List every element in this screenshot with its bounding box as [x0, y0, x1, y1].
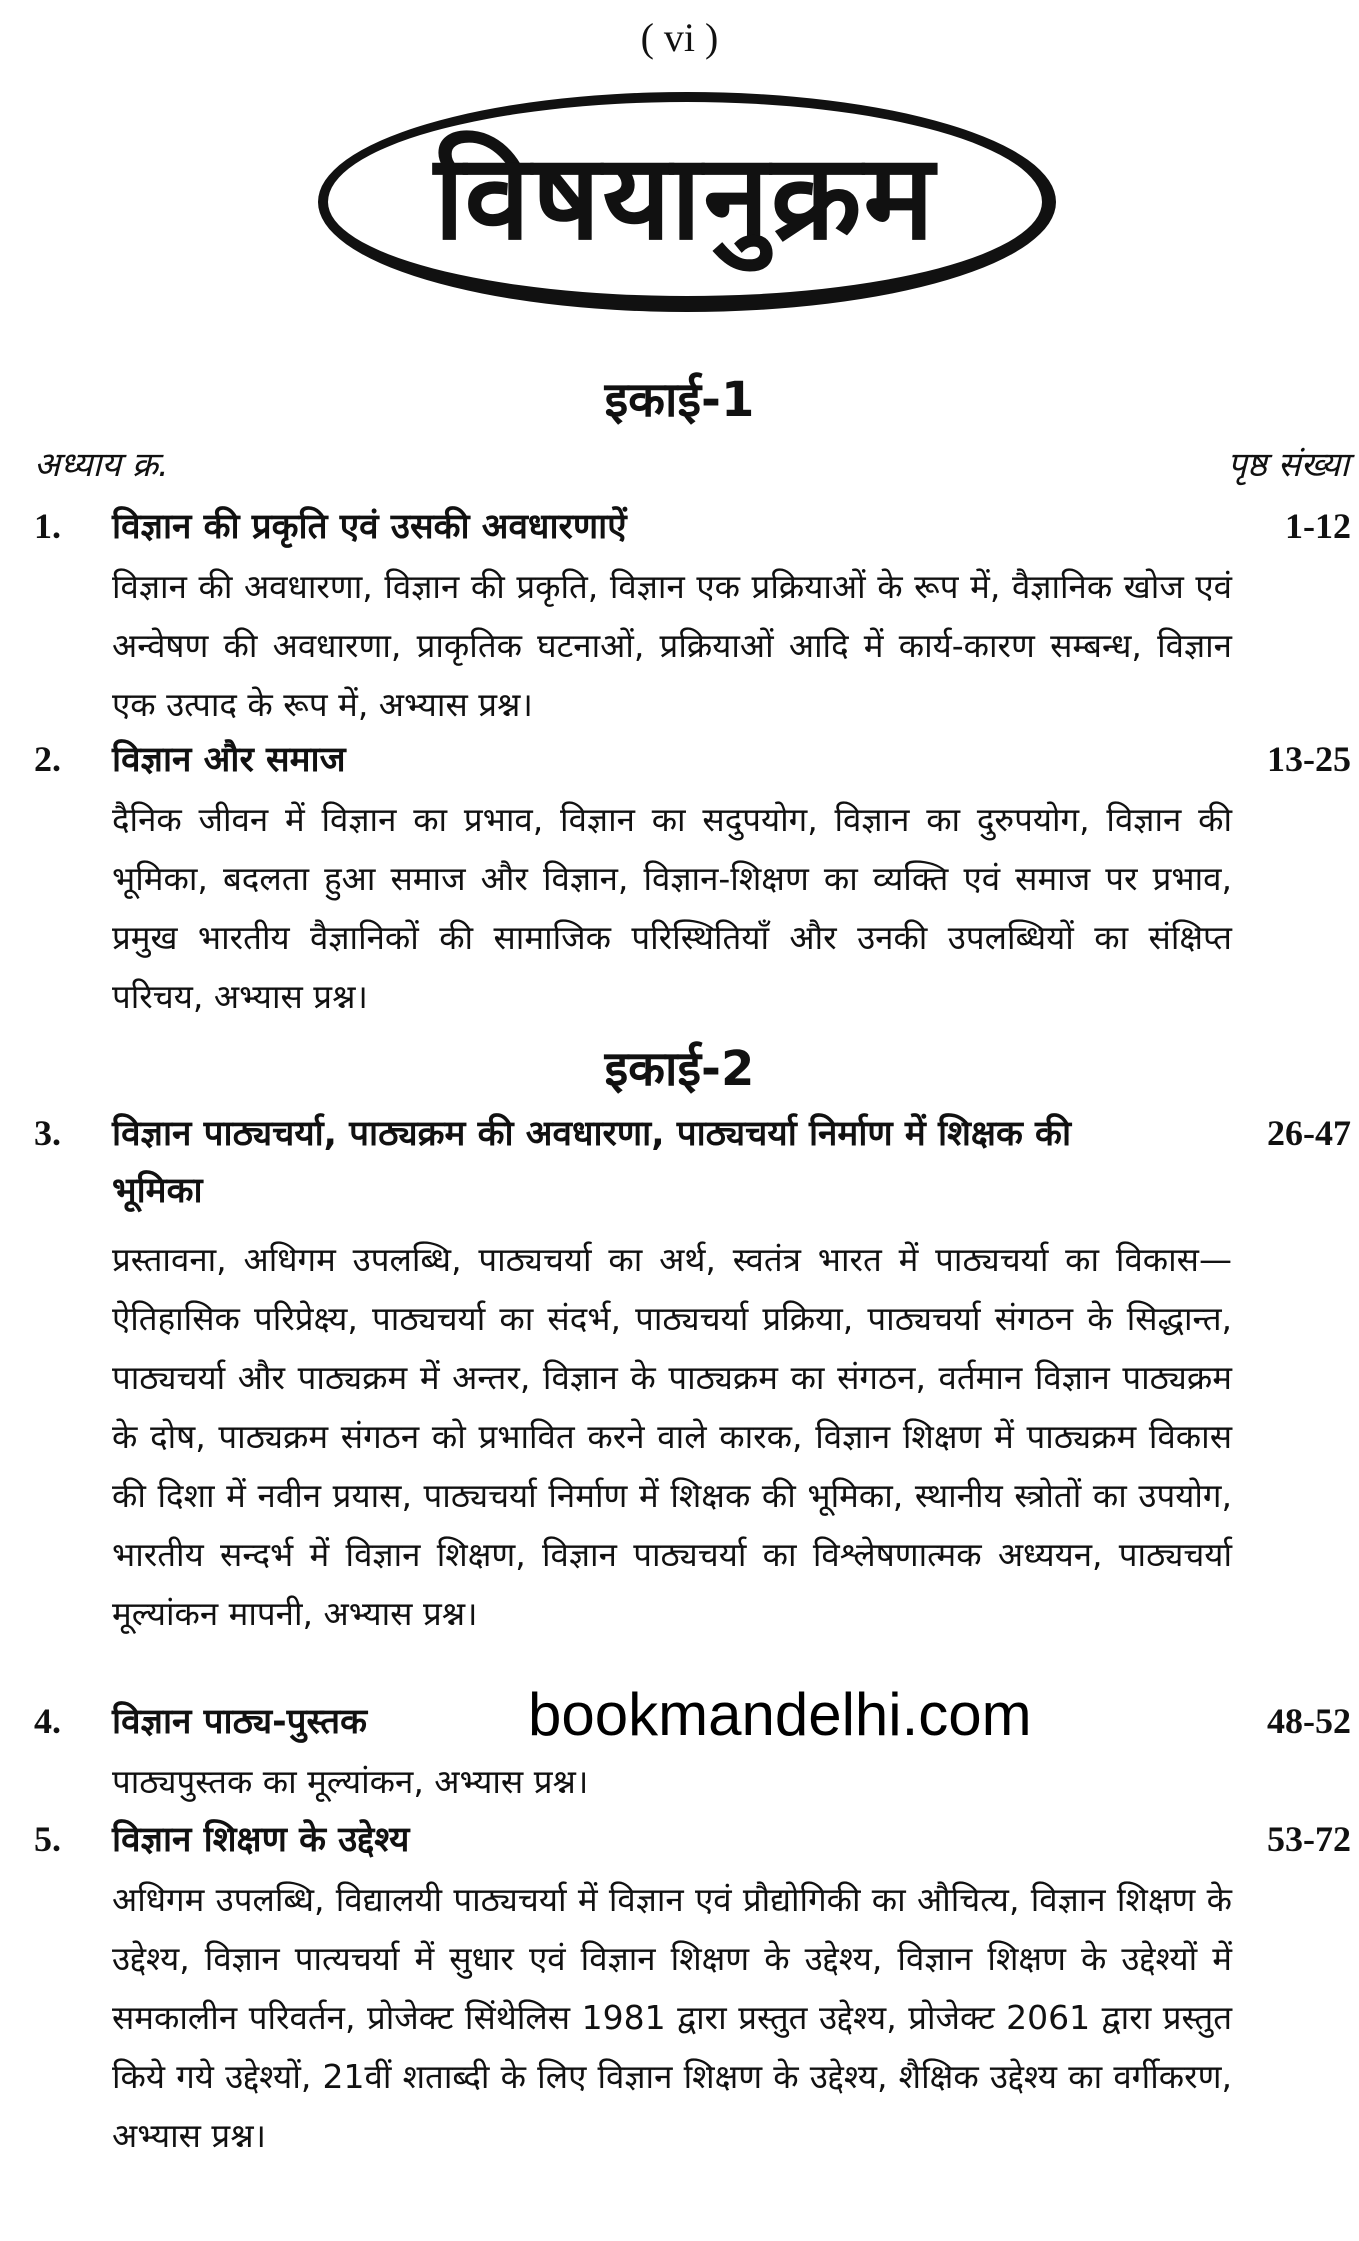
- chapter-pages: 26-47: [1267, 1113, 1351, 1153]
- chapter-pages: 13-25: [1267, 739, 1351, 779]
- chapter-number: 1.: [34, 506, 61, 546]
- page-number: ( vi ): [640, 15, 719, 60]
- chapter-number: 2.: [34, 739, 61, 779]
- chapter-number: 5.: [34, 1819, 61, 1859]
- watermark: bookmandelhi.com: [528, 1681, 1032, 1748]
- chapter-title: विज्ञान और समाज: [112, 740, 346, 780]
- page-title: विषयानुक्रम: [433, 127, 937, 266]
- chapter-description: प्रस्तावना, अधिगम उपलब्धि, पाठ्यचर्या का अर्थ, स्वतंत्र भारत में पाठ्यचर्या का विकास—ऐतिहासिक परिप्रेक्ष्य, पाठ्यचर्या का संदर्भ, पाठ्यचर्या प्रक्रिया, पाठ्यचर्या संगठन के सिद्धान्त, पाठ्यचर्या और पाठ्यक्रम में अन्तर, विज्ञान के पाठ्यक्रम का संगठन, वर्तमान विज्ञान पाठ्यक्रम के दोष, पाठ्यक्रम संगठन को प्रभावित करने वाले कारक, विज्ञान शिक्षण में पाठ्यक्रम विकास की दिशा में नवीन प्रयास, पाठ्यचर्या निर्माण में शिक्षक की भूमिका, स्थानीय स्त्रोतों का उपयोग, भारतीय सन्दर्भ में विज्ञान शिक्षण, विज्ञान पाठ्यचर्या का विश्लेषणात्मक अध्ययन, पाठ्यचर्या मूल्यांकन मापनी, अभ्यास प्रश्न।: [112, 1240, 1232, 1633]
- chapter-description: पाठ्यपुस्तक का मूल्यांकन, अभ्यास प्रश्न।: [112, 1762, 589, 1801]
- unit-heading-2: इकाई-2: [604, 1041, 755, 1097]
- unit-heading-1: इकाई-1: [604, 372, 755, 428]
- chapter-number: 4.: [34, 1701, 61, 1741]
- title-oval: [318, 92, 1056, 312]
- chapter-title: विज्ञान की प्रकृति एवं उसकी अवधारणाऐं: [112, 507, 627, 547]
- chapter-description: दैनिक जीवन में विज्ञान का प्रभाव, विज्ञान का सदुपयोग, विज्ञान का दुरुपयोग, विज्ञान की भूमिका, बदलता हुआ समाज और विज्ञान, विज्ञान-शिक्षण का व्यक्ति एवं समाज पर प्रभाव, प्रमुख भारतीय वैज्ञानिकों की सामाजिक परिस्थितियाँ और उनकी उपलब्धियों का संक्षिप्त परिचय, अभ्यास प्रश्न।: [112, 800, 1232, 1016]
- chapter-description: अधिगम उपलब्धि, विद्यालयी पाठ्यचर्या में विज्ञान एवं प्रौद्योगिकी का औचित्य, विज्ञान शिक्षण के उद्देश्य, विज्ञान पात्यचर्या में सुधार एवं विज्ञान शिक्षण के उद्देश्य, विज्ञान शिक्षण के उद्देश्यों में समकालीन परिवर्तन, प्रोजेक्ट सिंथेलिस 1981 द्वारा प्रस्तुत उद्देश्य, प्रोजेक्ट 2061 द्वारा प्रस्तुत किये गये उद्देश्यों, 21वीं शताब्दी के लिए विज्ञान शिक्षण के उद्देश्य, शैक्षिक उद्देश्य का वर्गीकरण, अभ्यास प्रश्न।: [112, 1880, 1232, 2155]
- chapter-title: विज्ञान पाठ्यचर्या, पाठ्यक्रम की अवधारणा, पाठ्यचर्या निर्माण में शिक्षक की भूमिका: [112, 1114, 1072, 1211]
- chapter-title: विज्ञान शिक्षण के उद्देश्य: [112, 1820, 410, 1860]
- pages-column-label: पृष्ठ संख्या: [1227, 445, 1349, 485]
- chapter-number: 3.: [34, 1113, 61, 1153]
- chapter-column-label: अध्याय क्र.: [34, 445, 169, 485]
- chapter-pages: 53-72: [1267, 1819, 1351, 1859]
- chapter-pages: 48-52: [1267, 1701, 1351, 1741]
- chapter-pages: 1-12: [1285, 506, 1351, 546]
- chapter-description: विज्ञान की अवधारणा, विज्ञान की प्रकृति, विज्ञान एक प्रक्रियाओं के रूप में, वैज्ञानिक खोज एवं अन्वेषण की अवधारणा, प्राकृतिक घटनाओं, प्रक्रियाओं आदि में कार्य-कारण सम्बन्ध, विज्ञान एक उत्पाद के रूप में, अभ्यास प्रश्न।: [112, 567, 1232, 724]
- chapter-title: विज्ञान पाठ्य-पुस्तक: [112, 1702, 367, 1742]
